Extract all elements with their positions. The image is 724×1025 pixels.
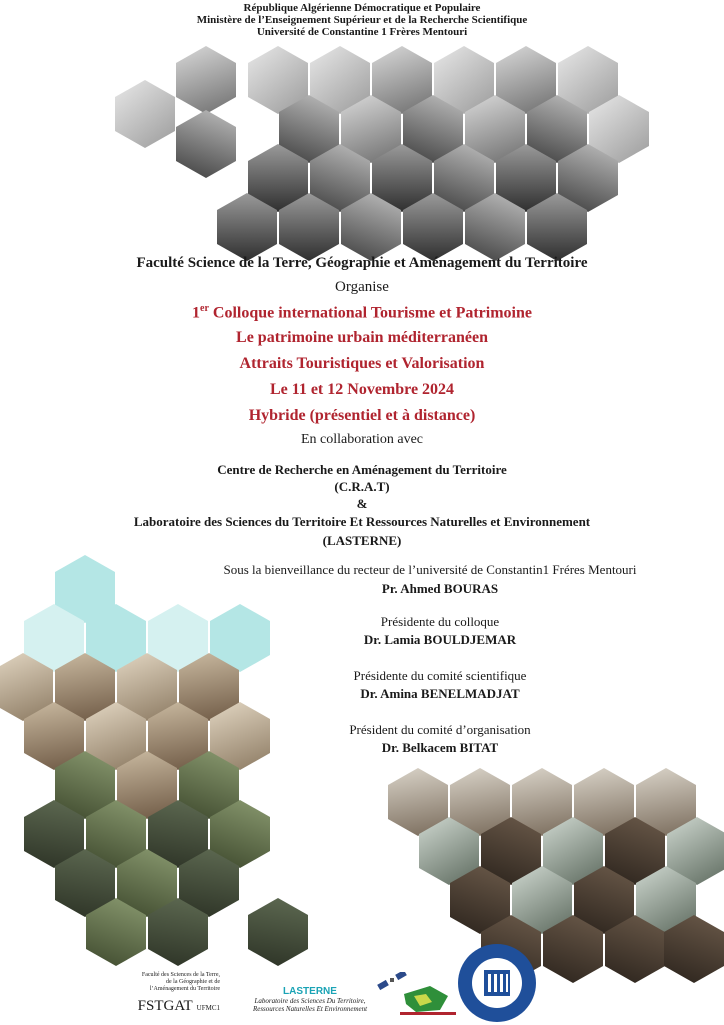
- lasterne-title: LASTERNE: [283, 986, 337, 997]
- hex-photo: [248, 898, 308, 966]
- building-icon: [482, 966, 512, 1000]
- partner-lab-name: Laboratoire des Sciences du Territoire Et Ressources Naturelles et Environnement: [133, 514, 591, 529]
- partner-crat-abbr: (C.R.A.T): [334, 479, 390, 494]
- fstgat-line-3: l’Aménagement du Territoire: [149, 986, 220, 992]
- committee-role: Présidente du colloque: [380, 614, 500, 629]
- event-date: Le 11 et 12 Novembre 2024: [269, 381, 455, 398]
- event-subtitle-1: Le patrimoine urbain méditerranéen: [236, 329, 488, 346]
- patronage-name: Pr. Ahmed BOURAS: [381, 581, 499, 596]
- header-republic: République Algérienne Démocratique et Populaire: [243, 2, 481, 14]
- committee-role: Présidente du comité scientifique: [353, 668, 527, 683]
- committee-role: Président du comité d’organisation: [349, 722, 531, 737]
- header-ministry: Ministère de l’Enseignement Supérieur et de la Recherche Scientifique: [196, 14, 528, 26]
- header-university: Université de Constantine 1 Frères Mentouri: [256, 26, 468, 38]
- event-mode: Hybride (présentiel et à distance): [248, 407, 476, 424]
- patronage-text: Sous la bienveillance du recteur de l’université de Constantin1 Fréres Mentouri: [223, 562, 637, 577]
- hex-photo: [176, 110, 236, 178]
- event-title: [0, 303, 724, 322]
- lasterne-line-1: Laboratoire des Sciences Du Territoire,: [254, 997, 366, 1005]
- event-ordinal: 1: [192, 304, 200, 322]
- satellite-icon: [370, 972, 460, 1020]
- collab-intro: En collaboration avec: [300, 432, 424, 447]
- lasterne-line-2: Ressources Naturelles Et Environnement: [252, 1005, 368, 1013]
- committee-name: Dr. Amina BENELMADJAT: [360, 686, 520, 701]
- committee-name: Dr. Belkacem BITAT: [381, 740, 499, 755]
- fstgat-line-2: de la Géographie et de: [166, 979, 220, 985]
- faculty-title: Faculté Science de la Terre, Géographie et Aménagement du Territoire: [136, 255, 588, 271]
- hex-photo: [176, 46, 236, 114]
- event-ordinal-sup: er: [200, 303, 209, 314]
- committee-name: Dr. Lamia BOULDJEMAR: [363, 632, 517, 647]
- hex-photo: [115, 80, 175, 148]
- crat-logo: [370, 972, 460, 1020]
- event-title-text: Colloque international Tourisme et Patrimoine: [208, 304, 532, 322]
- partner-crat-name: Centre de Recherche en Aménagement du Territoire: [217, 462, 507, 477]
- event-subtitle-2: Attraits Touristiques et Valorisation: [239, 355, 485, 372]
- partner-lab-abbr: (LASTERNE): [322, 533, 402, 548]
- fstgat-line-1: Faculté des Sciences de la Terre,: [141, 972, 220, 978]
- university-seal: [458, 944, 536, 1022]
- partner-ampersand: &: [356, 496, 368, 511]
- lasterne-logo: [240, 986, 380, 1013]
- fstgat-abbr: FSTGAT: [137, 998, 193, 1014]
- organise-label: Organise: [335, 279, 389, 295]
- fstgat-univ: UFMC1: [196, 1004, 220, 1012]
- fstgat-logo: [100, 972, 220, 1015]
